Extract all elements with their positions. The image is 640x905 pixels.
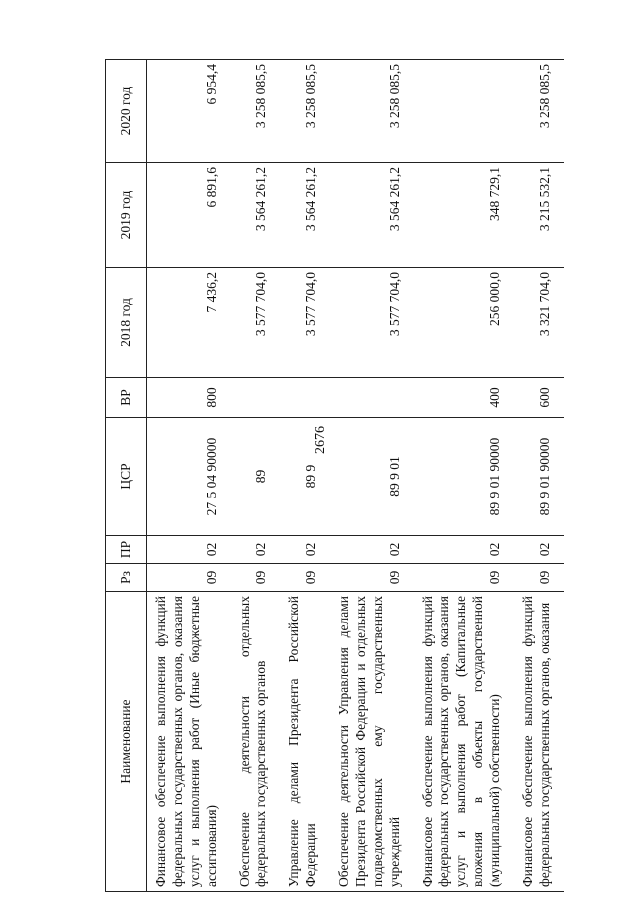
row-2019: 3 564 261,2: [330, 163, 414, 268]
column-header-csr: ЦСР: [106, 418, 147, 536]
row-csr: 89 9 01 90000: [414, 418, 514, 536]
row-vr: [231, 378, 281, 418]
column-header-2019: 2019 год: [106, 163, 147, 268]
row-rz: 09: [147, 564, 231, 592]
row-vr: 400: [414, 378, 514, 418]
column-header-2020: 2020 год: [106, 60, 147, 163]
row-2020: 3 258 085,5: [514, 60, 564, 163]
row-rz: 09: [414, 564, 514, 592]
row-name: Управление делами Президента Российской Федерации: [280, 592, 330, 892]
table-row: [514, 60, 564, 892]
column-header-pr: ПР: [106, 536, 147, 564]
row-2020: 3 258 085,5: [280, 60, 330, 163]
column-header-rz: Рз: [106, 564, 147, 592]
row-csr: 89: [231, 418, 281, 536]
row-2020: 3 258 085,5: [330, 60, 414, 163]
row-name: Финансовое обеспечение выполнения функций федеральных государственных органов, оказания услуг и выполнения работ (Капитальные вложения в объекты государственной (муниципальной) собственности): [414, 592, 514, 892]
column-header-2018: 2018 год: [106, 268, 147, 378]
row-pr: 02: [231, 536, 281, 564]
row-pr: 02: [414, 536, 514, 564]
row-rz: 09: [330, 564, 414, 592]
row-name: Обеспечение деятельности отдельных федеральных государственных органов: [231, 592, 281, 892]
row-csr: 89 9: [280, 418, 330, 536]
table-row: [414, 60, 514, 892]
row-rz: 09: [514, 564, 564, 592]
page-content: [105, 60, 585, 892]
row-2019: 3 215 532,1: [514, 163, 564, 268]
row-2019: 6 891,6: [147, 163, 231, 268]
row-vr: 600: [514, 378, 564, 418]
row-2019: 3 564 261,2: [280, 163, 330, 268]
row-vr: [280, 378, 330, 418]
table-row: [231, 60, 281, 892]
row-csr: 89 9 01 90000: [514, 418, 564, 536]
row-vr: [330, 378, 414, 418]
table-row: [280, 60, 330, 892]
row-2019: 3 564 261,2: [231, 163, 281, 268]
row-2018: 7 436,2: [147, 268, 231, 378]
row-pr: 02: [514, 536, 564, 564]
row-csr: 27 5 04 90000: [147, 418, 231, 536]
budget-table: [105, 59, 564, 892]
row-2019: 348 729,1: [414, 163, 514, 268]
table-row: [147, 60, 231, 892]
row-name: Обеспечение деятельности Управления делами Президента Российской Федерации и отдельных подведомственных ему государственных учреждений: [330, 592, 414, 892]
row-rz: 09: [231, 564, 281, 592]
row-2020: [414, 60, 514, 163]
row-rz: 09: [280, 564, 330, 592]
table-header-row: [106, 60, 147, 892]
row-pr: 02: [147, 536, 231, 564]
row-name: Финансовое обеспечение выполнения функций федеральных государственных органов, оказания: [514, 592, 564, 892]
row-pr: 02: [280, 536, 330, 564]
row-2018: 3 577 704,0: [280, 268, 330, 378]
column-header-vr: ВР: [106, 378, 147, 418]
row-csr: 89 9 01: [330, 418, 414, 536]
column-header-name: Наименование: [106, 592, 147, 892]
row-2020: 3 258 085,5: [231, 60, 281, 163]
row-pr: 02: [330, 536, 414, 564]
row-2018: 3 321 704,0: [514, 268, 564, 378]
page-number: 2676: [313, 426, 328, 454]
table-row: [330, 60, 414, 892]
row-2018: 256 000,0: [414, 268, 514, 378]
row-name: Финансовое обеспечение выполнения функций федеральных государственных органов, оказания услуг и выполнения работ (Иные бюджетные ассигнования): [147, 592, 231, 892]
row-2018: 3 577 704,0: [231, 268, 281, 378]
row-vr: 800: [147, 378, 231, 418]
row-2018: 3 577 704,0: [330, 268, 414, 378]
row-2020: 6 954,4: [147, 60, 231, 163]
